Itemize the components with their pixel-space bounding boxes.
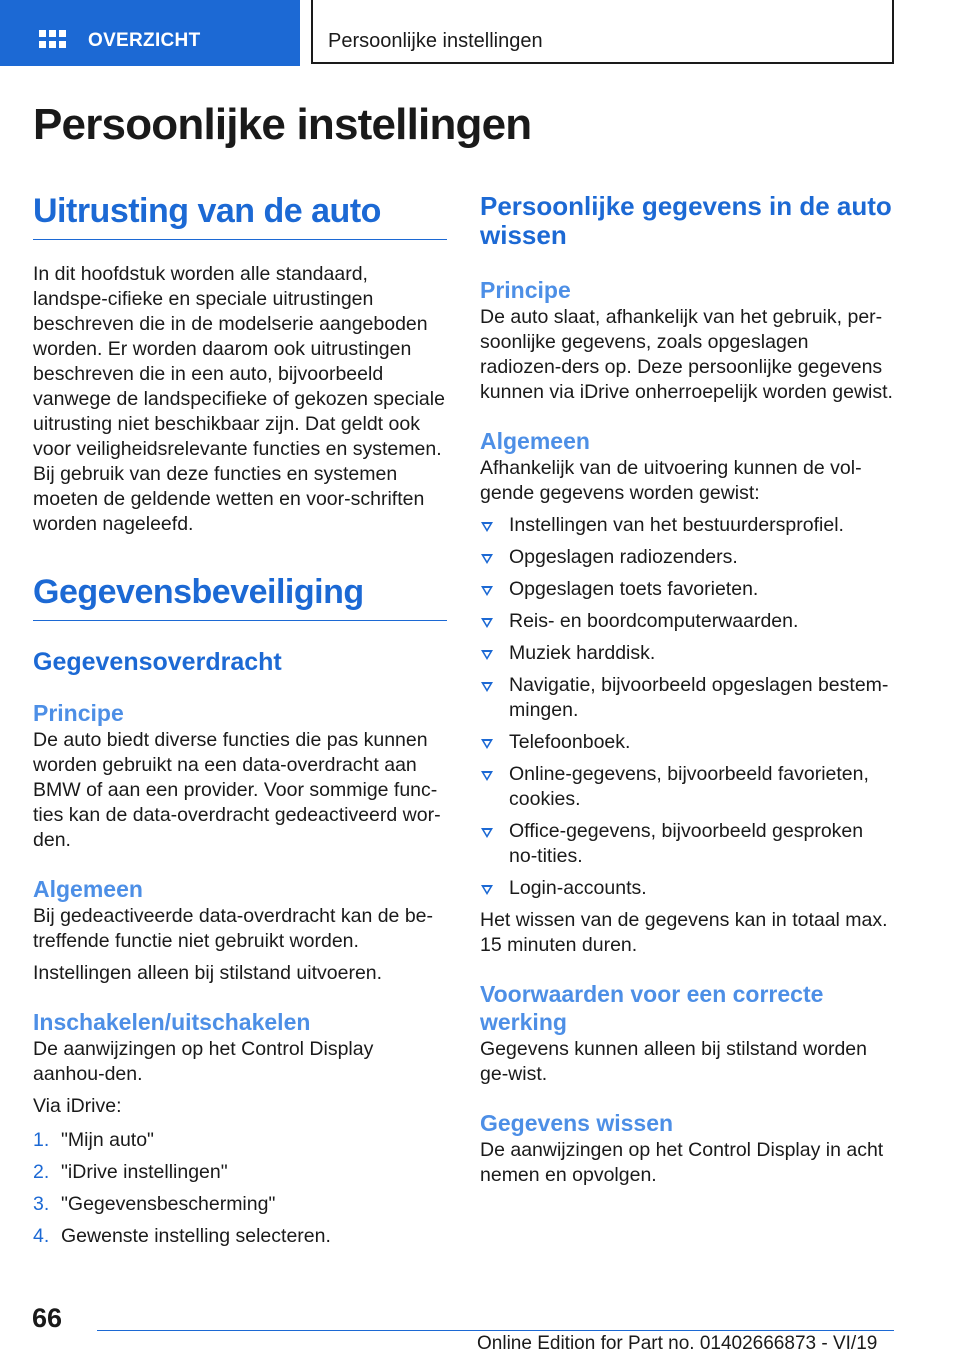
step-text: "iDrive instellingen" xyxy=(61,1161,228,1183)
gegevens-wissen-paragraph: De aanwijzingen op het Control Display in acht nemen en opvolgen. xyxy=(480,1139,884,1186)
list-item-text: Telefoonboek. xyxy=(509,731,631,753)
page-title: Persoonlijke instellingen xyxy=(33,100,532,149)
triangle-bullet-icon xyxy=(481,682,493,692)
step-text: "Mijn auto" xyxy=(61,1129,154,1151)
section-tab-label: Persoonlijke instellingen xyxy=(328,30,543,52)
overview-nav-label: OVERZICHT xyxy=(88,30,201,51)
triangle-bullet-icon xyxy=(481,554,493,564)
list-item xyxy=(480,819,894,869)
heading-inschakelen: Inschakelen/uitschakelen xyxy=(33,1009,311,1035)
step-number: 4. xyxy=(33,1225,50,1247)
heading-principe: Principe xyxy=(33,700,124,726)
triangle-bullet-icon xyxy=(481,739,493,749)
list-item-text: Muziek harddisk. xyxy=(509,642,656,664)
triangle-bullet-icon xyxy=(481,586,493,596)
triangle-bullet-icon xyxy=(481,650,493,660)
list-item xyxy=(480,513,894,538)
steps-list xyxy=(33,1128,447,1249)
list-item xyxy=(33,1192,447,1217)
heading-algemeen: Algemeen xyxy=(33,876,143,902)
section-tab[interactable] xyxy=(311,0,894,64)
right-column xyxy=(480,192,894,1188)
overview-nav-button[interactable] xyxy=(0,0,300,66)
inschakelen-paragraph-2: Via iDrive: xyxy=(33,1095,122,1117)
algemeen-paragraph-2: Instellingen alleen bij stilstand uitvoeren. xyxy=(33,962,383,984)
voorwaarden-paragraph: Gegevens kunnen alleen bij stilstand worden ge-wist. xyxy=(480,1038,868,1085)
list-item xyxy=(33,1128,447,1153)
section-title-data-security: Gegevensbeveiliging xyxy=(33,573,447,621)
list-item-text: Navigatie, bijvoorbeeld opgeslagen bestem-mingen. xyxy=(509,674,889,721)
step-number: 3. xyxy=(33,1193,50,1215)
step-text: Gewenste instelling selecteren. xyxy=(61,1225,331,1247)
list-item xyxy=(33,1160,447,1185)
heading-algemeen: Algemeen xyxy=(480,428,590,454)
heading-voorwaarden: Voorwaarden voor een correcte werking xyxy=(480,981,824,1035)
principe-paragraph: De auto biedt diverse functies die pas kunnen worden gebruikt na een data-overdracht aan BMW of aan een provider. Voor sommige func-ties kan de data-overdracht gedeactiveerd wor-den. xyxy=(33,729,441,851)
list-item-text: Instellingen van het bestuurdersprofiel. xyxy=(509,514,844,536)
page-number: 66 xyxy=(32,1303,63,1333)
inschakelen-paragraph-1: De aanwijzingen op het Control Display aanhou-den. xyxy=(33,1038,374,1085)
top-bar xyxy=(0,0,960,66)
section-title-equipment: Uitrusting van de auto xyxy=(33,192,447,240)
deletable-data-list xyxy=(480,513,894,901)
edition-note: Online Edition for Part no. 01402666873 - VI/19 xyxy=(477,1333,878,1354)
principe-paragraph: De auto slaat, afhankelijk van het gebruik, per-soonlijke gegevens, zoals opgeslagen radiozen-ders op. Deze persoonlijke gegevens kunnen via iDrive onherroepelijk worden gewist. xyxy=(480,306,893,403)
triangle-bullet-icon xyxy=(481,885,493,895)
footer-divider xyxy=(97,1330,894,1331)
algemeen-paragraph: Afhankelijk van de uitvoering kunnen de vol-gende gegevens worden gewist: xyxy=(480,457,862,504)
list-item xyxy=(33,1224,447,1249)
list-item xyxy=(480,609,894,634)
step-number: 1. xyxy=(33,1129,50,1151)
list-item xyxy=(480,673,894,723)
list-item-text: Office-gegevens, bijvoorbeeld gesproken no-tities. xyxy=(509,820,864,867)
list-item-text: Login-accounts. xyxy=(509,877,647,899)
wissen-duur-paragraph: Het wissen van de gegevens kan in totaal max. 15 minuten duren. xyxy=(480,909,888,956)
triangle-bullet-icon xyxy=(481,522,493,532)
list-item xyxy=(480,762,894,812)
list-item-text: Opgeslagen radiozenders. xyxy=(509,546,738,568)
list-item xyxy=(480,577,894,602)
section-title-delete-personal-data: Persoonlijke gegevens in de auto wissen xyxy=(480,191,892,250)
list-item-text: Reis- en boordcomputerwaarden. xyxy=(509,610,799,632)
equipment-paragraph: In dit hoofdstuk worden alle standaard, landspe-cifieke en speciale uitrustingen beschreven die in de modelserie aangeboden worden. Er worden daarom ook uitrustingen beschreven die in een auto, bijvoorbeeld vanwege de landspecifieke of gekozen speciale uitrusting niet beschikbaar zijn. Dat geldt ook voor veiligheidsrelevante functies en systemen. Bij gebruik van deze functies en systemen moeten de geldende wetten en voor-schriften worden nageleefd. xyxy=(33,263,445,535)
heading-gegevens-wissen: Gegevens wissen xyxy=(480,1110,674,1136)
list-item xyxy=(480,876,894,901)
subsection-title-data-transfer: Gegevensoverdracht xyxy=(33,648,282,676)
grid-icon xyxy=(39,30,67,52)
list-item-text: Opgeslagen toets favorieten. xyxy=(509,578,759,600)
heading-principe: Principe xyxy=(480,277,571,303)
triangle-bullet-icon xyxy=(481,828,493,838)
list-item xyxy=(480,730,894,755)
list-item-text: Online-gegevens, bijvoorbeeld favorieten, cookies. xyxy=(509,763,869,810)
step-number: 2. xyxy=(33,1161,50,1183)
step-text: "Gegevensbescherming" xyxy=(61,1193,276,1215)
list-item xyxy=(480,641,894,666)
algemeen-paragraph-1: Bij gedeactiveerde data-overdracht kan de be-treffende functie niet gebruikt worden. xyxy=(33,905,433,952)
left-column xyxy=(33,192,447,1249)
triangle-bullet-icon xyxy=(481,771,493,781)
triangle-bullet-icon xyxy=(481,618,493,628)
list-item xyxy=(480,545,894,570)
